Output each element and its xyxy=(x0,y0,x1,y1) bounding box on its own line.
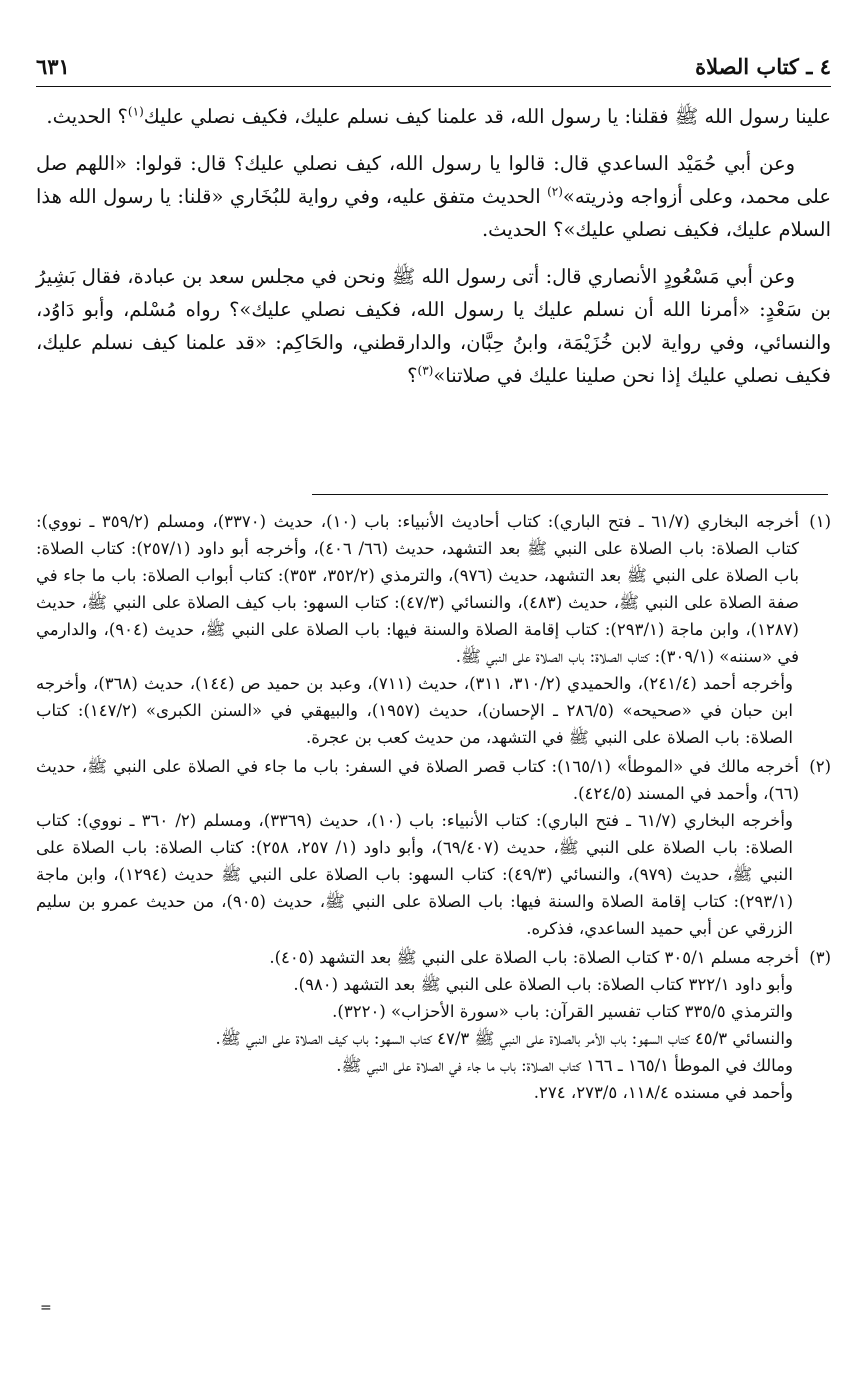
footnote-ref-2[interactable]: (٢) xyxy=(547,184,563,199)
footnote-ref-3[interactable]: (٣) xyxy=(417,363,434,378)
footnote-line: وأحمد في مسنده ١١٨/٤، ٢٧٣/٥، ٢٧٤. xyxy=(533,1083,793,1102)
footnote-line: أخرجه مسلم ٣٠٥/١ كتاب الصلاة: باب الصلاة على النبي ﷺ بعد التشهد (٤٠٥). xyxy=(269,948,799,967)
footnote-text: أخرجه البخاري (٦١/٧ ـ فتح الباري): كتاب أحاديث الأنبياء: باب (١٠)، حديث (٣٣٧٠)، ومسلم (٣٥٩/٢ ـ نووي): كتاب الصلاة: باب الصلاة على النبي ﷺ بعد التشهد، حديث (٦٦/ ٤٠٦)، وأخرجه أبو داود (٢٥٧/١): كتاب الصلاة: باب الصلاة على النبي ﷺ بعد التشهد، حديث (٩٧٦)، والترمذي (٣٥٢/٢، ٣٥٣): كتاب أبواب الصلاة: باب ما جاء في صفة الصلاة على النبي ﷺ، حديث (٤٨٣)، والنسائي (٤٧/٣): كتاب السهو: باب كيف الصلاة على النبي ﷺ، حديث (١٢٨٧)، وابن ماجة (٢٩٣/١): كتاب إقامة الصلاة والسنة فيها: باب الصلاة على النبي ﷺ، حديث (٩٠٤)، والدارمي في «سننه» (٣٠٩/١): كتاب الصلاة: باب الصلاة على النبي ﷺ. xyxy=(36,512,800,666)
footnote-number: (٣) xyxy=(809,948,831,967)
page-header xyxy=(36,52,831,87)
chapter-title: ٤ ـ كتاب الصلاة xyxy=(695,54,831,79)
footnote-separator xyxy=(312,494,828,495)
footnote-line: والترمذي ٣٣٥/٥ كتاب تفسير القرآن: باب «سورة الأحزاب» (٣٢٢٠). xyxy=(332,1002,793,1021)
footnote-2 xyxy=(36,753,831,942)
paragraph-1: علينا رسول الله ﷺ فقلنا: يا رسول الله، قد علمنا كيف نسلم عليك، فكيف نصلي عليك$^{(١)}$؟ الحديث. xyxy=(46,104,831,128)
paragraph-2: وعن أبي حُمَيْد الساعدي قال: قالوا يا رسول الله، كيف نصلي عليك؟ قال: قولوا: «اللهم صل على محمد، وعلى أزواجه وذريته»$^{(٢)}$ الحديث متفق عليه، وفي رواية للبُخَاري «قلنا: يا رسول الله هذا السلام عليك، فكيف نصلي عليك»؟ الحديث. xyxy=(36,152,831,241)
footnote-text: وأخرجه البخاري (٦١/٧ ـ فتح الباري): كتاب الأنبياء: باب (١٠)، حديث (٣٣٦٩)، ومسلم (٢/ ٣٦٠ ـ نووي): كتاب الصلاة: باب الصلاة على النبي ﷺ، حديث (٦٩/٤٠٧)، وأبو داود (١/ ٢٥٧، ٢٥٨): كتاب الصلاة: باب الصلاة على النبي ﷺ، حديث (٩٧٩)، والنسائي (٤٩/٣): كتاب السهو: باب الصلاة على النبي ﷺ حديث (١٢٩٤)، وابن ماجة (٢٩٣/١): كتاب إقامة الصلاة والسنة فيها: باب الصلاة على النبي ﷺ، حديث (٩٠٥)، من حديث عمرو بن سليم الزرقي عن أبي حميد الساعدي، فذكره. xyxy=(36,811,793,938)
footnote-3 xyxy=(36,944,831,1106)
footnote-text: وأخرجه أحمد (٢٤١/٤)، والحميدي (٣١٠/٢، ٣١١)، حديث (٧١١)، وعبد بن حميد ص (١٤٤)، حديث (٣٦٨)، وأخرجه ابن حبان في «صحيحه» (٢٨٦/٥ ـ الإحسان)، حديث (١٩٥٧)، والبيهقي في «السنن الكبرى» (١٤٧/٢): كتاب الصلاة: باب الصلاة على النبي ﷺ في التشهد، من حديث كعب بن عجرة. xyxy=(36,674,794,747)
footnote-ref-1[interactable]: (١) xyxy=(127,104,144,119)
footnote-number: (٢) xyxy=(809,757,831,776)
footnotes xyxy=(36,508,831,1108)
paragraph-3: وعن أبي مَسْعُودٍ الأنصاري قال: أتى رسول الله ﷺ ونحن في مجلس سعد بن عبادة، فقال بَشِيرُ بن سَعْدٍ: «أمرنا الله أن نسلم عليك يا رسول الله، فكيف نصلي عليك»؟ رواه مُسْلم، وأبو دَاوُد، والنسائي، وفي رواية لابن خُزَيْمَة، وابنُ حِبَّان، والدارقطني، والحَاكِم: «قد علمنا كيف نسلم عليك، فكيف نصلي عليك إذا نحن صلينا عليك في صلاتنا»$^{(٣)}$؟ xyxy=(36,265,831,387)
footnote-text: أخرجه مالك في «الموطأ» (١٦٥/١): كتاب قصر الصلاة في السفر: باب ما جاء في الصلاة على النبي ﷺ، حديث (٦٦)، وأحمد في المسند (٤٢٤/٥). xyxy=(36,757,799,803)
footnote-line: وأبو داود ٣٢٢/١ كتاب الصلاة: باب الصلاة على النبي ﷺ بعد التشهد (٩٨٠). xyxy=(293,975,793,994)
main-text xyxy=(36,100,831,406)
footnote-number: (١) xyxy=(809,512,831,531)
margin-mark: = xyxy=(40,1300,52,1316)
footnote-1 xyxy=(36,508,831,751)
footnote-line: ومالك في الموطأ ١٦٥/١ ـ ١٦٦ كتاب الصلاة: باب ما جاء في الصلاة على النبي ﷺ. xyxy=(336,1056,793,1075)
page-number: ٦٣١ xyxy=(36,54,70,79)
footnote-line: والنسائي ٤٥/٣ كتاب السهو: باب الأمر بالصلاة على النبي ﷺ ٤٧/٣ كتاب السهو: باب كيف الصلاة على النبي ﷺ. xyxy=(215,1029,793,1048)
